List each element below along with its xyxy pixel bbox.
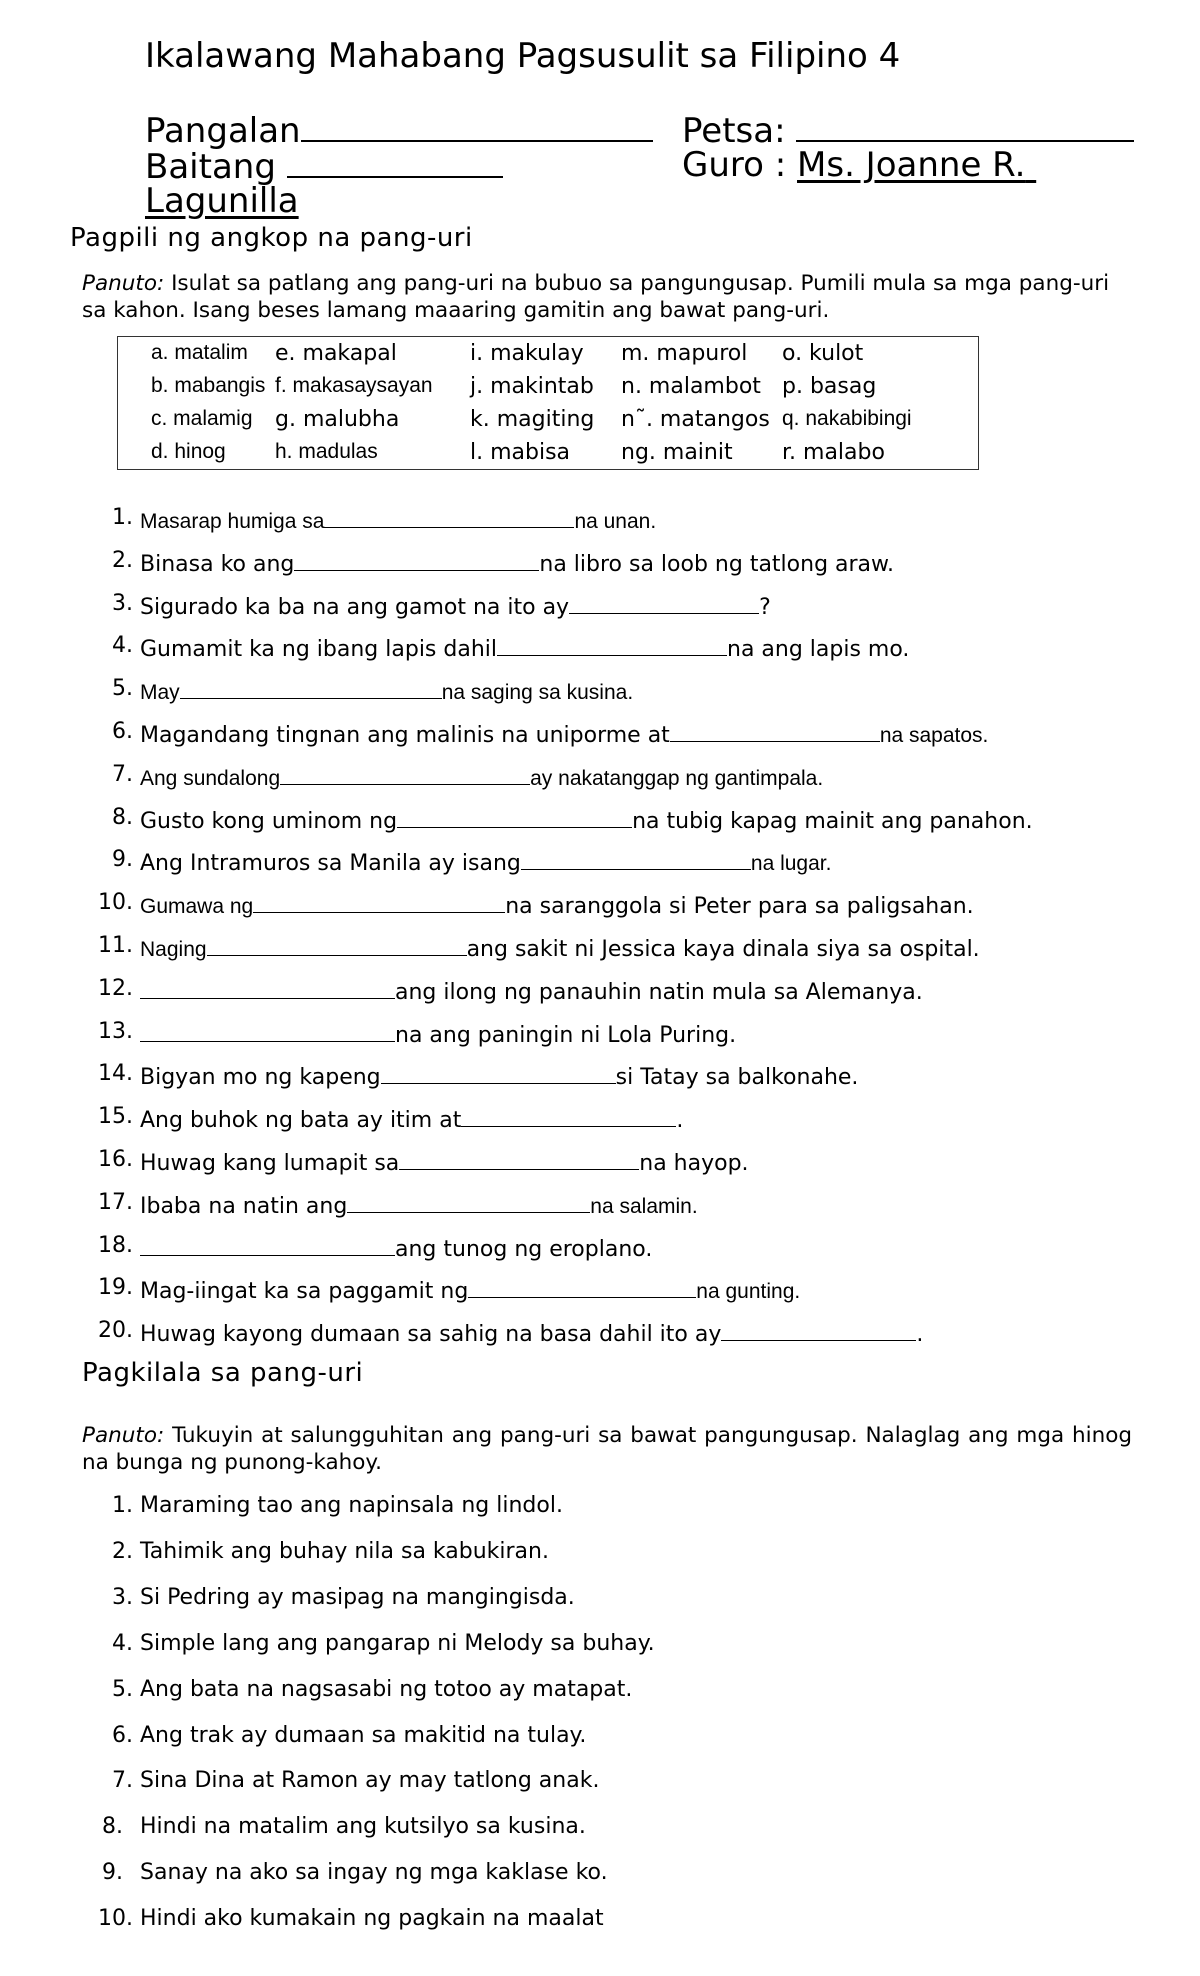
sentence-number: 4. bbox=[112, 1630, 133, 1656]
question-number: 5. bbox=[112, 676, 133, 702]
question-text-before: Gusto kong uminom ng bbox=[140, 808, 398, 834]
question-text-before: Sigurado ka ba na ang gamot na ito ay bbox=[140, 594, 570, 620]
question-text-after: ang tunog ng eroplano. bbox=[395, 1236, 653, 1262]
answer-blank[interactable] bbox=[569, 591, 759, 614]
question-number: 11. bbox=[98, 933, 133, 958]
question-number: 16. bbox=[98, 1147, 133, 1172]
sentence-text: Sina Dina at Ramon ay may tatlong anak. bbox=[140, 1768, 600, 1794]
question-text-before: Ang buhok ng bata ay itim at bbox=[140, 1108, 462, 1134]
question-number: 9. bbox=[112, 847, 133, 873]
sentence-text: Si Pedring ay masipag na mangingisda. bbox=[140, 1584, 575, 1610]
question-number: 3. bbox=[112, 590, 133, 616]
sentence-number: 7. bbox=[112, 1768, 133, 1794]
question-text-before: Ang sundalong bbox=[140, 766, 281, 790]
question-text-before: Bigyan mo ng kapeng bbox=[140, 1065, 381, 1091]
word-bank-option: r. malabo bbox=[782, 440, 885, 465]
teacher-label: Guro : bbox=[682, 145, 787, 185]
answer-blank[interactable] bbox=[207, 933, 467, 956]
question-text-before: Naging bbox=[140, 938, 207, 961]
answer-blank[interactable] bbox=[324, 505, 574, 528]
answer-blank[interactable] bbox=[294, 548, 539, 571]
question-text-before: Ibaba na natin ang bbox=[140, 1193, 348, 1219]
date-field-row bbox=[682, 110, 1134, 150]
sentence-text: Ang trak ay dumaan sa makitid na tulay. bbox=[140, 1722, 587, 1748]
panuto-text: Isulat sa patlang ang pang-uri na bubuo sa pangungusap. Pumili mula sa mga pang-uri sa kahon. Isang beses lamang maaaring gamitin ang bawat pang-uri. bbox=[82, 271, 1110, 323]
word-bank-option: f. makasaysayan bbox=[275, 374, 433, 397]
word-bank-option: g. malubha bbox=[275, 407, 400, 432]
question-number: 12. bbox=[98, 975, 133, 1001]
word-bank-option: h. madulas bbox=[275, 440, 378, 463]
word-bank-option: c. malamig bbox=[151, 407, 253, 430]
date-label: Petsa: bbox=[682, 111, 786, 151]
name-label: Pangalan bbox=[145, 111, 301, 151]
word-bank-option: i. makulay bbox=[470, 341, 584, 366]
date-blank[interactable] bbox=[796, 110, 1134, 142]
question-text-before: Mag-iingat ka sa paggamit ng bbox=[140, 1279, 469, 1305]
sentence-text: Ang bata na nagsasabi ng totoo ay matapat. bbox=[140, 1676, 633, 1702]
sentence-number: 10. bbox=[98, 1906, 133, 1932]
question-number: 19. bbox=[98, 1275, 133, 1301]
answer-blank[interactable] bbox=[280, 762, 530, 785]
sentence-text: Simple lang ang pangarap ni Melody sa buhay. bbox=[140, 1630, 655, 1656]
question-text-before: Gumamit ka ng ibang lapis dahil bbox=[140, 637, 497, 663]
answer-blank[interactable] bbox=[399, 1147, 639, 1170]
question-text-before: May bbox=[140, 681, 180, 705]
question-text-after: . bbox=[676, 1108, 684, 1134]
panuto-label: Panuto: bbox=[82, 271, 165, 296]
question-text-after: na gunting. bbox=[696, 1280, 801, 1304]
word-bank-option: e. makapal bbox=[275, 341, 397, 366]
question-number: 1. bbox=[112, 505, 133, 530]
answer-blank[interactable] bbox=[140, 976, 395, 999]
question-text-before: Masarap humiga sa bbox=[140, 510, 325, 533]
question-text-after: ay nakatanggap ng gantimpala. bbox=[530, 766, 824, 790]
word-bank-option: j. makintab bbox=[470, 374, 594, 399]
grade-blank[interactable] bbox=[287, 146, 503, 178]
question-text-before: Huwag kayong dumaan sa sahig na basa dahil ito ay bbox=[140, 1322, 722, 1348]
grade-label: Baitang bbox=[145, 147, 276, 187]
sentence-text: Maraming tao ang napinsala ng lindol. bbox=[140, 1493, 563, 1518]
sentence-text: Hindi na matalim ang kutsilyo sa kusina. bbox=[140, 1814, 586, 1840]
question-text-after: ang sakit ni Jessica kaya dinala siya sa ospital. bbox=[466, 937, 980, 962]
question-text-after: . bbox=[916, 1322, 924, 1348]
answer-blank[interactable] bbox=[397, 805, 632, 828]
answer-blank[interactable] bbox=[381, 1061, 616, 1084]
question-text-before: Gumawa ng bbox=[140, 895, 254, 919]
word-bank-box bbox=[117, 336, 979, 470]
question-text-after: na hayop. bbox=[639, 1151, 749, 1176]
word-bank-option: l. mabisa bbox=[470, 440, 571, 465]
question-text-after: na salamin. bbox=[590, 1194, 698, 1218]
section1-heading: Pagpili ng angkop na pang-uri bbox=[70, 223, 473, 253]
section2-heading: Pagkilala sa pang-uri bbox=[82, 1358, 364, 1388]
question-number: 13. bbox=[98, 1018, 133, 1044]
name-field-row bbox=[145, 110, 653, 150]
answer-blank[interactable] bbox=[497, 633, 727, 656]
answer-blank[interactable] bbox=[253, 890, 505, 913]
answer-blank[interactable] bbox=[140, 1019, 395, 1042]
answer-blank[interactable] bbox=[347, 1190, 590, 1213]
question-number: 15. bbox=[98, 1104, 133, 1130]
panuto-text-2: Tukuyin at salungguhitan ang pang-uri sa bawat pangungusap. Nalaglag ang mga hinog na bunga ng punong-kahoy. bbox=[82, 1423, 1132, 1475]
question-text-after: na tubig kapag mainit ang panahon. bbox=[632, 808, 1033, 834]
sentence-text: Sanay na ako sa ingay ng mga kaklase ko. bbox=[140, 1860, 608, 1886]
question-text-after: ? bbox=[759, 594, 771, 620]
sentence-text: Tahimik ang buhay nila sa kabukiran. bbox=[140, 1538, 549, 1564]
question-number: 10. bbox=[98, 890, 133, 916]
section2-instructions bbox=[82, 1422, 1132, 1476]
sentence-number: 9. bbox=[102, 1860, 123, 1886]
word-bank-option: m. mapurol bbox=[621, 341, 748, 366]
page-title: Ikalawang Mahabang Pagsusulit sa Filipino 4 bbox=[145, 36, 901, 76]
word-bank-option: q. nakabibingi bbox=[782, 407, 912, 430]
teacher-name-cont bbox=[145, 182, 299, 220]
answer-blank[interactable] bbox=[721, 1318, 916, 1341]
question-number: 2. bbox=[112, 547, 133, 573]
sentence-number: 2. bbox=[112, 1538, 133, 1564]
question-number: 17. bbox=[98, 1189, 133, 1215]
question-number: 4. bbox=[112, 633, 133, 659]
teacher-name: Ms. Joanne R. bbox=[797, 145, 1026, 185]
question-text-after: na libro sa loob ng tatlong araw. bbox=[539, 551, 895, 577]
sentence-number: 3. bbox=[112, 1584, 133, 1610]
answer-blank[interactable] bbox=[140, 1233, 395, 1256]
question-number: 8. bbox=[112, 804, 133, 830]
sentence-number: 6. bbox=[112, 1722, 133, 1748]
question-text-after: na sapatos. bbox=[879, 724, 989, 747]
question-number: 14. bbox=[98, 1061, 133, 1087]
sentence-number: 8. bbox=[102, 1814, 123, 1840]
question-text-before: Ang Intramuros sa Manila ay isang bbox=[140, 851, 521, 877]
question-number: 20. bbox=[98, 1318, 133, 1344]
panuto-label-2: Panuto: bbox=[82, 1423, 165, 1448]
grade-field-row bbox=[145, 146, 503, 186]
section1-instructions bbox=[82, 270, 1132, 324]
word-bank-option: n˜. matangos bbox=[621, 407, 770, 432]
question-text-after: na saranggola si Peter para sa paligsahan. bbox=[505, 894, 974, 920]
question-text-after: na ang paningin ni Lola Puring. bbox=[395, 1022, 737, 1048]
question-text-after: ang ilong ng panauhin natin mula sa Alemanya. bbox=[395, 979, 923, 1005]
question-number: 6. bbox=[112, 719, 133, 744]
sentence-number: 1. bbox=[112, 1493, 133, 1518]
question-text-after: na unan. bbox=[574, 510, 657, 533]
word-bank-option: b. mabangis bbox=[151, 374, 266, 397]
answer-blank[interactable] bbox=[468, 1275, 696, 1298]
word-bank-option: o. kulot bbox=[782, 341, 864, 366]
word-bank-option: d. hinog bbox=[151, 440, 226, 463]
question-number: 7. bbox=[112, 761, 133, 787]
teacher-surname: Lagunilla bbox=[145, 181, 299, 221]
answer-blank[interactable] bbox=[180, 676, 442, 699]
question-number: 18. bbox=[98, 1232, 133, 1258]
question-text-after: na saging sa kusina. bbox=[441, 681, 634, 705]
word-bank-option: k. magiting bbox=[470, 407, 595, 432]
question-text-before: Binasa ko ang bbox=[140, 551, 295, 577]
sentence-number: 5. bbox=[112, 1676, 133, 1702]
question-text-after: na lugar. bbox=[750, 852, 832, 876]
question-text-before: Magandang tingnan ang malinis na uniporme at bbox=[140, 723, 670, 748]
teacher-field-row bbox=[682, 146, 1036, 184]
word-bank-option: n. malambot bbox=[621, 374, 761, 399]
question-text-after: na ang lapis mo. bbox=[727, 637, 910, 663]
question-text-before: Huwag kang lumapit sa bbox=[140, 1151, 400, 1176]
answer-blank[interactable] bbox=[521, 847, 751, 870]
question-text-after: si Tatay sa balkonahe. bbox=[615, 1065, 859, 1091]
word-bank-option: ng. mainit bbox=[621, 440, 733, 465]
answer-blank[interactable] bbox=[670, 719, 880, 742]
word-bank-option: a. matalim bbox=[151, 341, 248, 364]
name-blank[interactable] bbox=[301, 110, 653, 142]
word-bank-option: p. basag bbox=[782, 374, 877, 399]
sentence-text: Hindi ako kumakain ng pagkain na maalat bbox=[140, 1906, 604, 1932]
answer-blank[interactable] bbox=[461, 1104, 676, 1127]
